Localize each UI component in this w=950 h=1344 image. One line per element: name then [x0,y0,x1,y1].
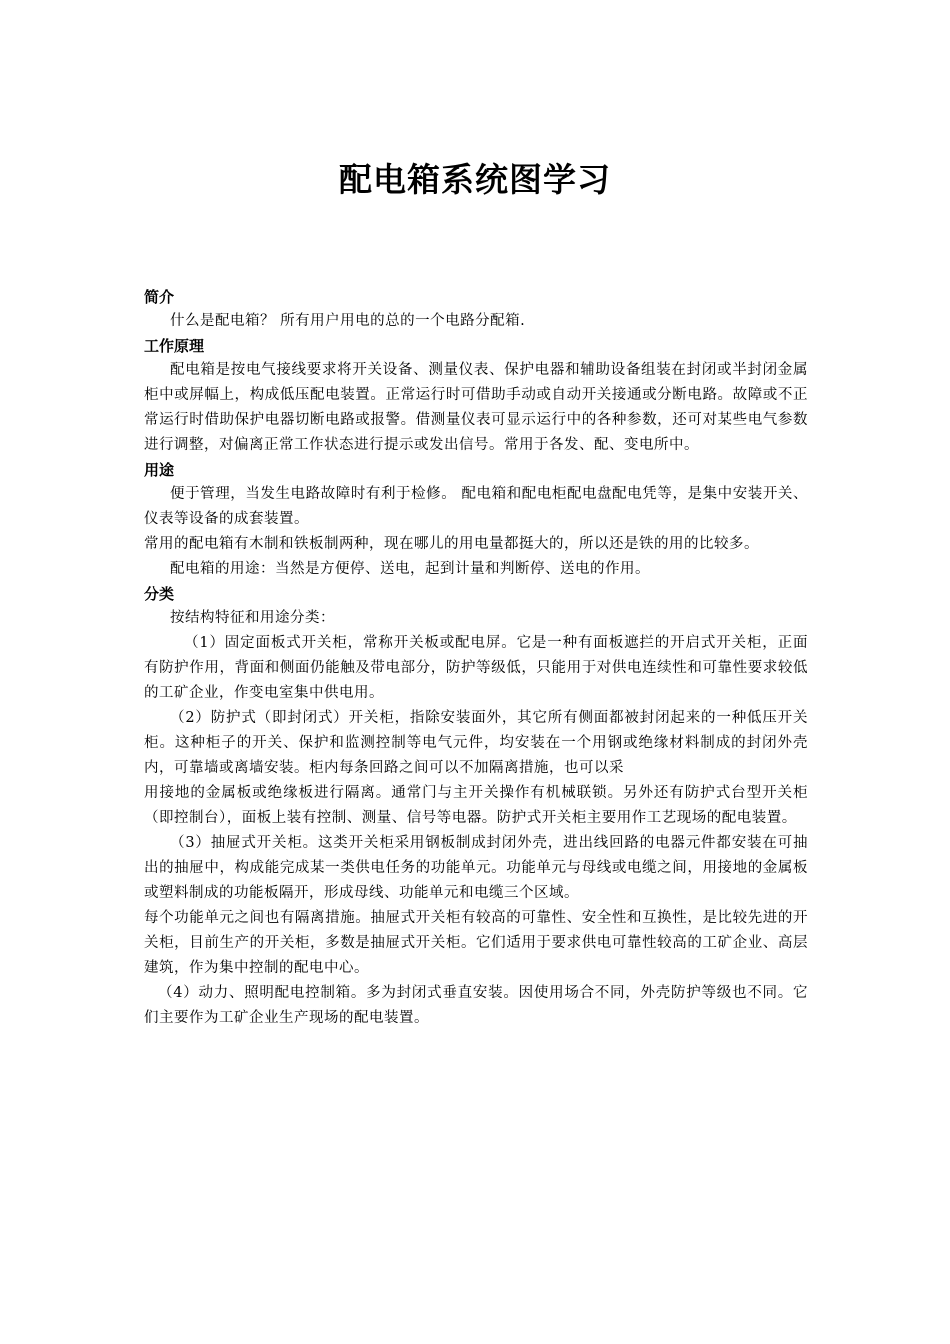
document-body [144,285,808,1031]
section-heading-principle: 工作原理 [144,337,205,355]
classification-item-2a: （2）防护式（即封闭式）开关柜，指除安装面外，其它所有侧面都被封闭起来的一种低压开关柜。这种柜子的开关、保护和监测控制等电气元件，均安装在一个用钢或绝缘材料制成的封闭外壳内，可靠墙或离墙安装。柜内每条回路之间可以不加隔离措施，也可以采 [144,710,808,776]
usage-paragraph-3: 配电箱的用途：当然是方便停、送电，起到计量和判断停、送电的作用。 [170,561,650,577]
section-heading-intro: 简介 [144,288,175,306]
classification-item-4: （4）动力、照明配电控制箱。多为封闭式垂直安装。因使用场合不同，外壳防护等级也不同。它们主要作为工矿企业生产现场的配电装置。 [144,985,808,1026]
classification-item-3b: 每个功能单元之间也有隔离措施。抽屉式开关柜有较高的可靠性、安全性和互换性，是比较先进的开关柜，目前生产的开关柜，多数是抽屉式开关柜。它们适用于要求供电可靠性较高的工矿企业、高层建筑，作为集中控制的配电中心。 [144,910,808,976]
classification-item-3a: （3）抽屉式开关柜。这类开关柜采用钢板制成封闭外壳，进出线回路的电器元件都安装在可抽出的抽屉中，构成能完成某一类供电任务的功能单元。功能单元与母线或电缆之间，用接地的金属板或塑料制成的功能板隔开，形成母线、功能单元和电缆三个区域。 [144,835,808,901]
intro-paragraph: 什么是配电箱？ 所有用户用电的总的一个电路分配箱. [170,313,526,329]
classification-intro: 按结构特征和用途分类： [170,610,335,626]
document-title: 配电箱系统图学习 [339,160,611,199]
section-heading-classification: 分类 [144,585,175,603]
section-intro [144,285,808,334]
section-heading-usage: 用途 [144,461,175,479]
section-classification [144,582,808,1031]
usage-paragraph-2: 常用的配电箱有木制和铁板制两种，现在哪儿的用电量都挺大的，所以还是铁的用的比较多。 [144,536,759,552]
section-principle [144,334,808,458]
usage-paragraph-1: 便于管理，当发生电路故障时有利于检修。 配电箱和配电柜配电盘配电凭等，是集中安装开关、仪表等设备的成套装置。 [144,486,808,527]
principle-paragraph: 配电箱是按电气接线要求将开关设备、测量仪表、保护电器和辅助设备组装在封闭或半封闭金属柜中或屏幅上，构成低压配电装置。正常运行时可借助手动或自动开关接通或分断电路。故障或不正常运行时借助保护电器切断电路或报警。借测量仪表可显示运行中的各种参数，还可对某些电气参数进行调整，对偏离正常工作状态进行提示或发出信号。常用于各发、配、变电所中。 [144,362,808,453]
section-usage [144,458,808,582]
classification-item-1: （1）固定面板式开关柜，常称开关板或配电屏。它是一种有面板遮拦的开启式开关柜，正面有防护作用，背面和侧面仍能触及带电部分，防护等级低，只能用于对供电连续性和可靠性要求较低的工矿企业，作变电室集中供电用。 [144,635,808,701]
classification-item-2b: 用接地的金属板或绝缘板进行隔离。通常门与主开关操作有机械联锁。另外还有防护式台型开关柜（即控制台），面板上装有控制、测量、信号等电器。防护式开关柜主要用作工艺现场的配电装置。 [144,785,808,826]
